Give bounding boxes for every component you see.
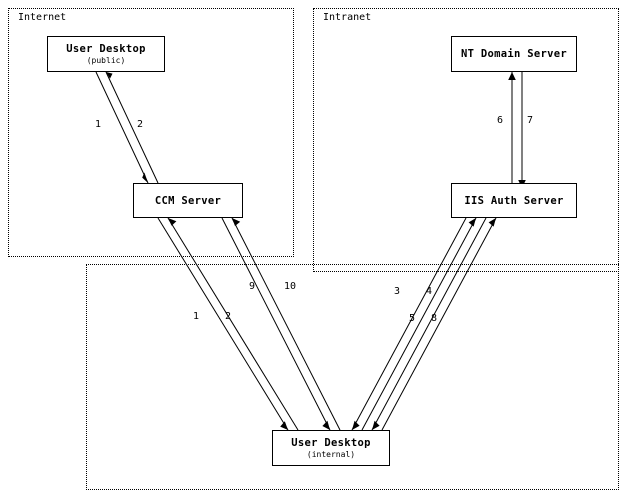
edge-label-6: 6: [497, 115, 504, 126]
node-ccm-server[interactable]: [133, 183, 243, 218]
node-user-desktop-internal[interactable]: [272, 430, 390, 466]
node-user-desktop-internal-title: User Desktop: [291, 437, 371, 449]
edge-label-1-internal: 1: [193, 311, 200, 322]
edge-label-1-public: 1: [95, 119, 102, 130]
node-nt-domain-server[interactable]: [451, 36, 577, 72]
internet-zone-label: Internet: [18, 12, 67, 23]
node-nt-domain-server-title: NT Domain Server: [461, 48, 567, 60]
edge-label-5: 5: [409, 313, 416, 324]
node-iis-auth-server-title: IIS Auth Server: [464, 194, 564, 207]
node-user-desktop-public[interactable]: [47, 36, 165, 72]
node-ccm-server-title: CCM Server: [154, 194, 222, 207]
node-user-desktop-public-subtitle: (public): [86, 56, 126, 65]
intranet-zone-label: Intranet: [323, 12, 372, 23]
edge-label-2-internal: 2: [225, 311, 232, 322]
node-iis-auth-server[interactable]: [451, 183, 577, 218]
edge-label-4: 4: [426, 286, 433, 297]
edge-label-10: 10: [284, 281, 297, 292]
edge-label-8: 8: [431, 313, 438, 324]
node-user-desktop-public-title: User Desktop: [66, 43, 146, 55]
node-user-desktop-internal-subtitle: (internal): [306, 450, 356, 459]
edge-label-3: 3: [394, 286, 401, 297]
edge-label-9: 9: [249, 281, 256, 292]
edge-label-7: 7: [527, 115, 534, 126]
edge-label-2-public: 2: [137, 119, 144, 130]
